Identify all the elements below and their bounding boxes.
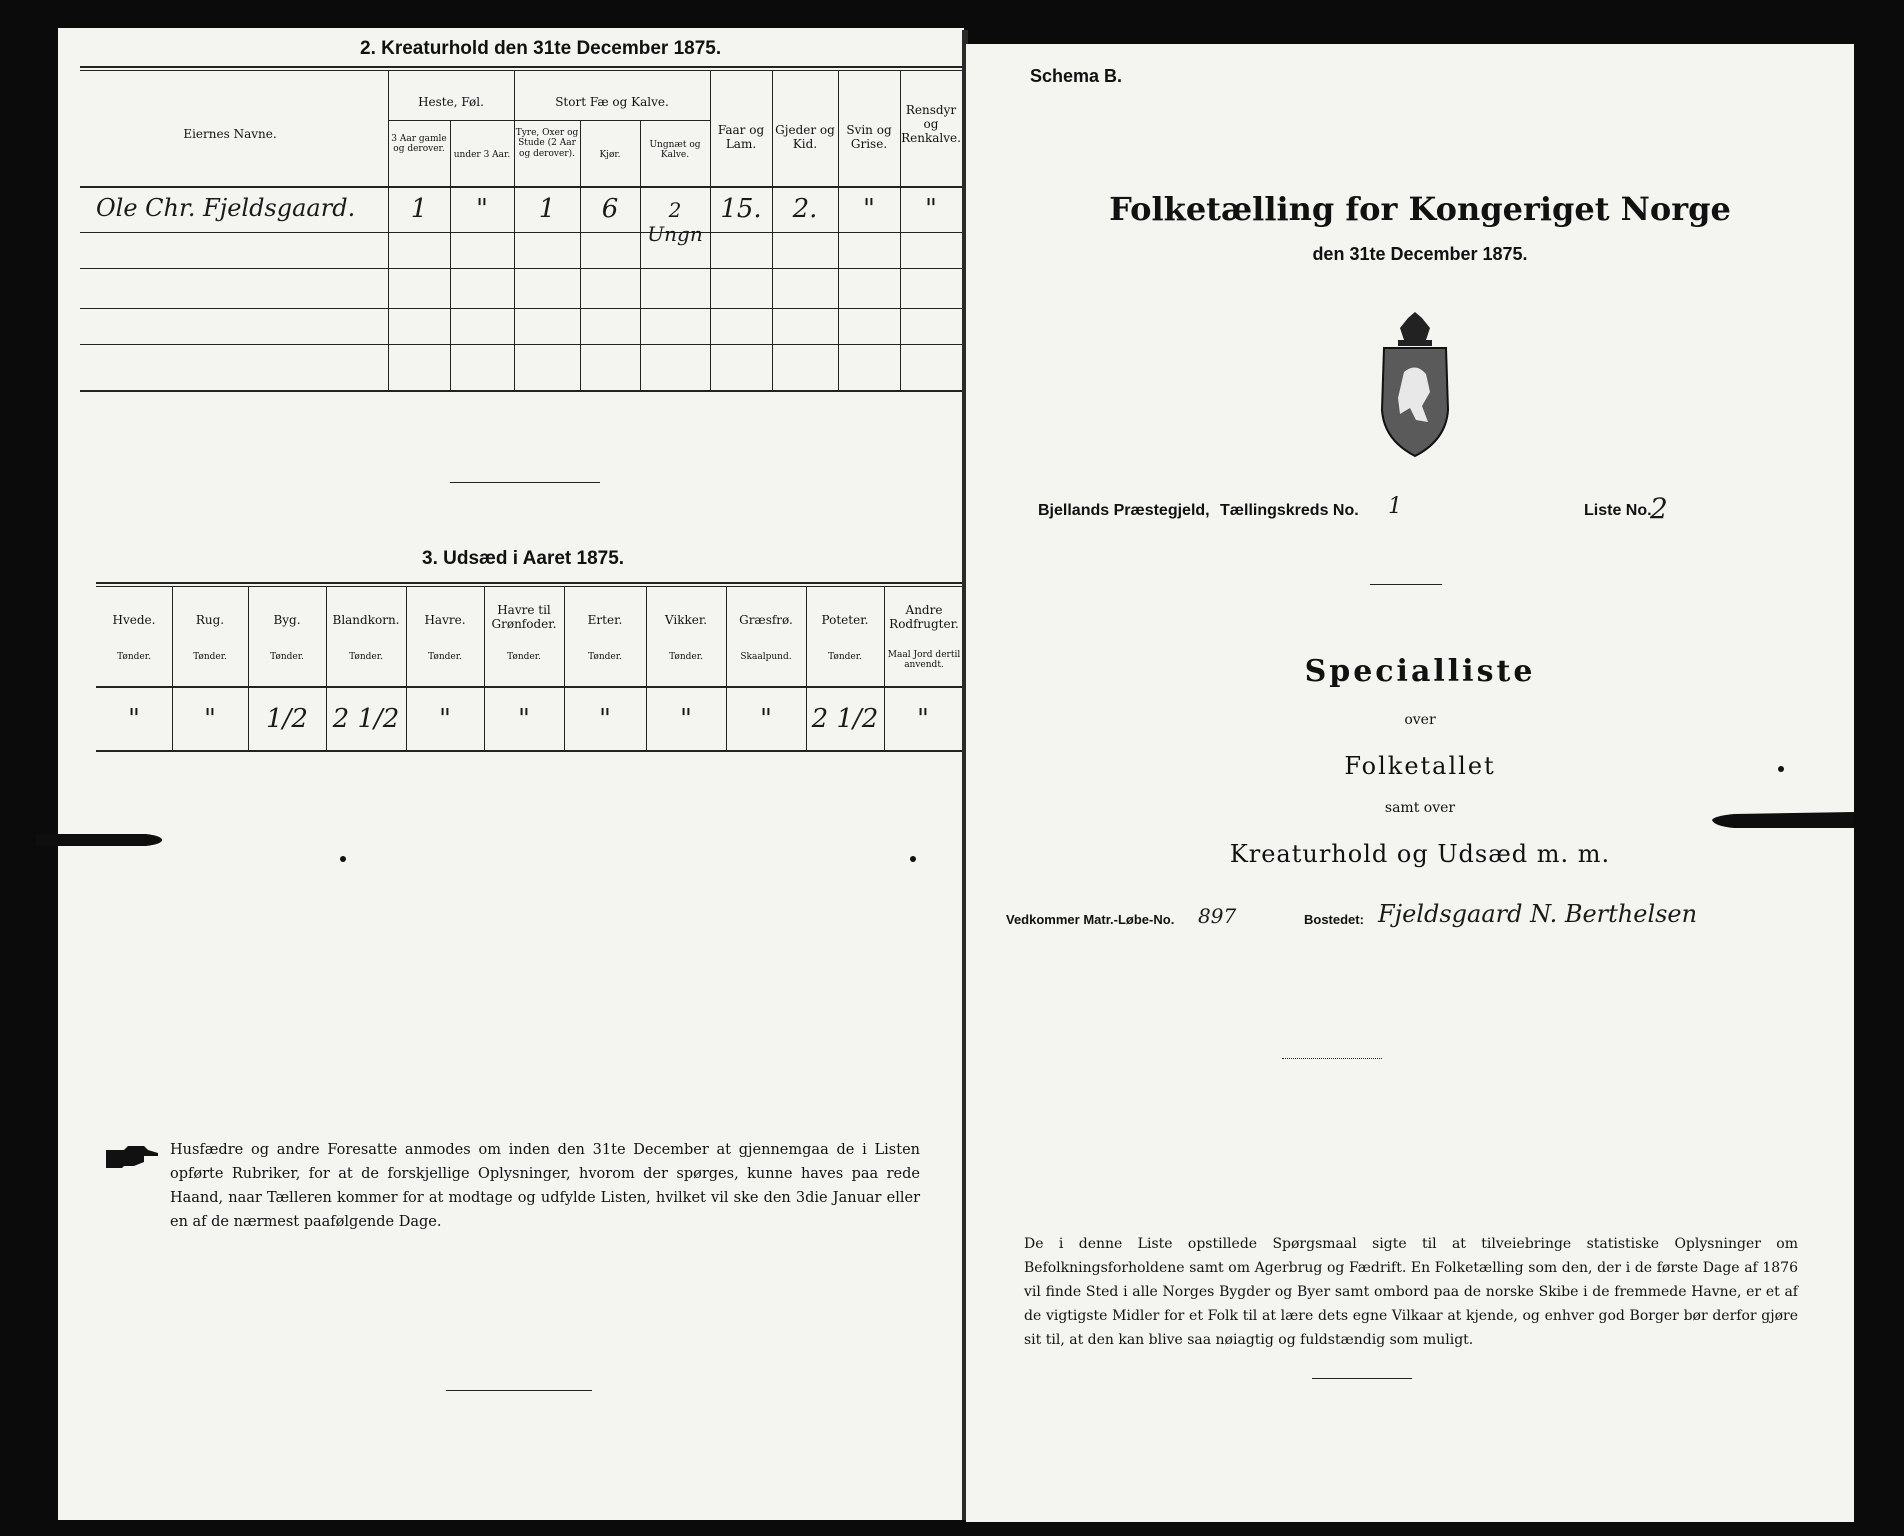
owner-name: Ole Chr. Fjeldsgaard.	[96, 194, 356, 222]
special-title: Specialliste	[1304, 654, 1536, 689]
seed-unit: Tønder.	[669, 652, 703, 662]
seed-header: Poteter.	[821, 613, 869, 627]
date-line: den 31te December 1875.	[1312, 244, 1528, 264]
separator	[1282, 1058, 1382, 1059]
bosted-value: Fjeldsgaard N. Berthelsen	[1378, 900, 1698, 928]
value-horses-adult: 1	[410, 194, 428, 224]
seed-value: "	[760, 704, 772, 734]
matr-label: Vedkommer Matr.-Løbe-No.	[1006, 912, 1175, 927]
seed-value: "	[518, 704, 530, 734]
sub-header: under 3 Aar.	[453, 150, 511, 160]
col-rule	[710, 70, 711, 390]
seed-unit: Tønder.	[588, 652, 622, 662]
col-rule	[838, 70, 839, 390]
seed-unit: Tønder.	[428, 652, 462, 662]
sub-header: Kjør.	[599, 150, 621, 160]
seed-header: Erter.	[587, 613, 623, 627]
seed-value: 2 1/2	[332, 704, 400, 734]
col-rule	[772, 70, 773, 390]
pointing-hand-icon	[104, 1144, 160, 1170]
col-rule	[514, 70, 515, 390]
parish-label: Bjellands Præstegjeld,	[1038, 502, 1210, 519]
value-cows: 6	[601, 194, 619, 224]
value-horses-young: "	[476, 194, 488, 224]
list-label: Liste No.	[1584, 502, 1652, 519]
ink-fleck	[910, 856, 916, 862]
district-value: 1	[1388, 494, 1402, 519]
seed-unit: Tønder.	[270, 652, 304, 662]
seed-top-rule	[96, 582, 962, 584]
row-rule	[80, 232, 962, 233]
group-header-reindeer: Rensdyr og Renkalve.	[901, 103, 961, 145]
group-header-cattle: Stort Fæ og Kalve.	[555, 95, 669, 109]
table-bottom-rule	[80, 390, 962, 392]
seed-header: Græsfrø.	[739, 613, 793, 627]
seed-unit: Skaalpund.	[740, 652, 792, 662]
col-rule	[450, 120, 451, 390]
seed-value: "	[680, 704, 692, 734]
value-pigs: "	[863, 194, 875, 224]
binding-clip-left	[36, 826, 166, 850]
seed-unit: Tønder.	[507, 652, 541, 662]
col-rule	[580, 120, 581, 390]
sub-header: 3 Aar gamle og derover.	[391, 134, 447, 155]
kreaturhold-text: Kreaturhold og Udsæd m. m.	[1229, 840, 1611, 868]
seed-value: "	[917, 704, 929, 734]
seed-header: Blandkorn.	[332, 613, 400, 627]
group-header-horses: Heste, Føl.	[418, 95, 484, 109]
matr-value: 897	[1198, 904, 1237, 928]
separator	[1312, 1378, 1412, 1379]
binding-clip-right	[1704, 806, 1854, 834]
separator	[1370, 584, 1442, 585]
seed-value: 2 1/2	[811, 704, 879, 734]
seed-unit: Maal Jord dertil anvendt.	[887, 650, 961, 671]
group-rule	[388, 120, 710, 121]
left-page	[58, 28, 964, 1520]
col-rule	[388, 70, 389, 390]
group-header-sheep: Faar og Lam.	[717, 123, 765, 151]
seed-unit: Tønder.	[349, 652, 383, 662]
header-bottom-rule	[80, 186, 962, 188]
seed-value: 1/2	[266, 704, 308, 734]
sub-header: Tyre, Oxer og Stude (2 Aar og derover).	[515, 128, 579, 159]
value-bulls: 1	[538, 194, 556, 224]
seed-value: "	[599, 704, 611, 734]
coat-of-arms-icon	[1370, 310, 1460, 460]
seed-top-rule-2	[96, 586, 962, 587]
seed-header: Andre Rodfrugter.	[889, 603, 959, 631]
main-title: Folketælling for Kongeriget Norge	[1109, 190, 1731, 228]
notice-text: Husfædre og andre Foresatte anmodes om inden den 31te December at gjennemgaa de i Listen opførte Rubriker, for at de forskjellige Oplysninger, hvorom der spørges, kunne haves paa rede Haand, naar Tælleren kommer for at modtage og udfylde Listen, hvilket vil ske den 3die Januar eller en af de nærmest paafølgende Dage.	[170, 1142, 920, 1230]
separator	[450, 482, 600, 483]
group-header-goats: Gjeder og Kid.	[775, 123, 835, 151]
seed-bottom-rule	[96, 750, 962, 752]
owner-header: Eiernes Navne.	[183, 127, 277, 141]
footer-text: De i denne Liste opstillede Spørgsmaal sigte til at tilveiebringe statistiske Oplysninger om Befolkningsforholdene samt om Agerbrug og Fædrift. En Folketælling som den, der i de første Dage af 1876 vil finde Sted i alle Norges Bygder og Byer samt ombord paa de norske Skibe i de fremmede Havne, er et af de vigtigste Midler for et Folk til at lære dets egne Vilkaar at kjende, og enhver god Borger bør derfor gjøre sit til, at den kan blive saa nøiagtig og fuldstændig som muligt.	[1024, 1236, 1798, 1348]
seed-unit: Tønder.	[828, 652, 862, 662]
value-reindeer: "	[925, 194, 937, 224]
row-rule	[80, 308, 962, 309]
value-goats: 2.	[792, 194, 818, 224]
seed-header: Havre.	[424, 613, 466, 627]
livestock-title: 2. Kreaturhold den 31te December 1875.	[360, 38, 722, 59]
seed-header: Vikker.	[664, 613, 708, 627]
ink-fleck	[1778, 766, 1784, 772]
seed-header-rule	[96, 686, 962, 688]
bosted-label: Bostedet:	[1304, 912, 1364, 927]
seed-title: 3. Udsæd i Aaret 1875.	[422, 548, 625, 569]
seed-header: Byg.	[273, 613, 301, 627]
table-top-rule	[80, 66, 962, 68]
list-value: 2	[1650, 492, 1668, 525]
seed-header: Hvede.	[112, 613, 156, 627]
seed-value: "	[204, 704, 216, 734]
group-header-pigs: Svin og Grise.	[846, 123, 892, 151]
seed-unit: Tønder.	[193, 652, 227, 662]
samt-over-text: samt over	[1384, 800, 1456, 816]
seed-value: "	[128, 704, 140, 734]
table-top-rule-2	[80, 70, 962, 71]
value-sheep: 15.	[720, 194, 762, 224]
separator	[446, 1390, 592, 1391]
row-rule	[80, 344, 962, 345]
value-young-cattle: 2 Ungn	[647, 198, 703, 246]
seed-header: Havre til Grønfoder.	[491, 603, 557, 631]
seed-value: "	[439, 704, 451, 734]
sub-header: Ungnæt og Kalve.	[649, 140, 701, 161]
district-label: Tællingskreds No.	[1220, 502, 1359, 519]
ink-fleck	[340, 856, 346, 862]
schema-label: Schema B.	[1030, 66, 1123, 86]
seed-unit: Tønder.	[117, 652, 151, 662]
seed-header: Rug.	[195, 613, 225, 627]
row-rule	[80, 268, 962, 269]
over-text: over	[1404, 712, 1436, 728]
folketallet-text: Folketallet	[1344, 752, 1496, 780]
